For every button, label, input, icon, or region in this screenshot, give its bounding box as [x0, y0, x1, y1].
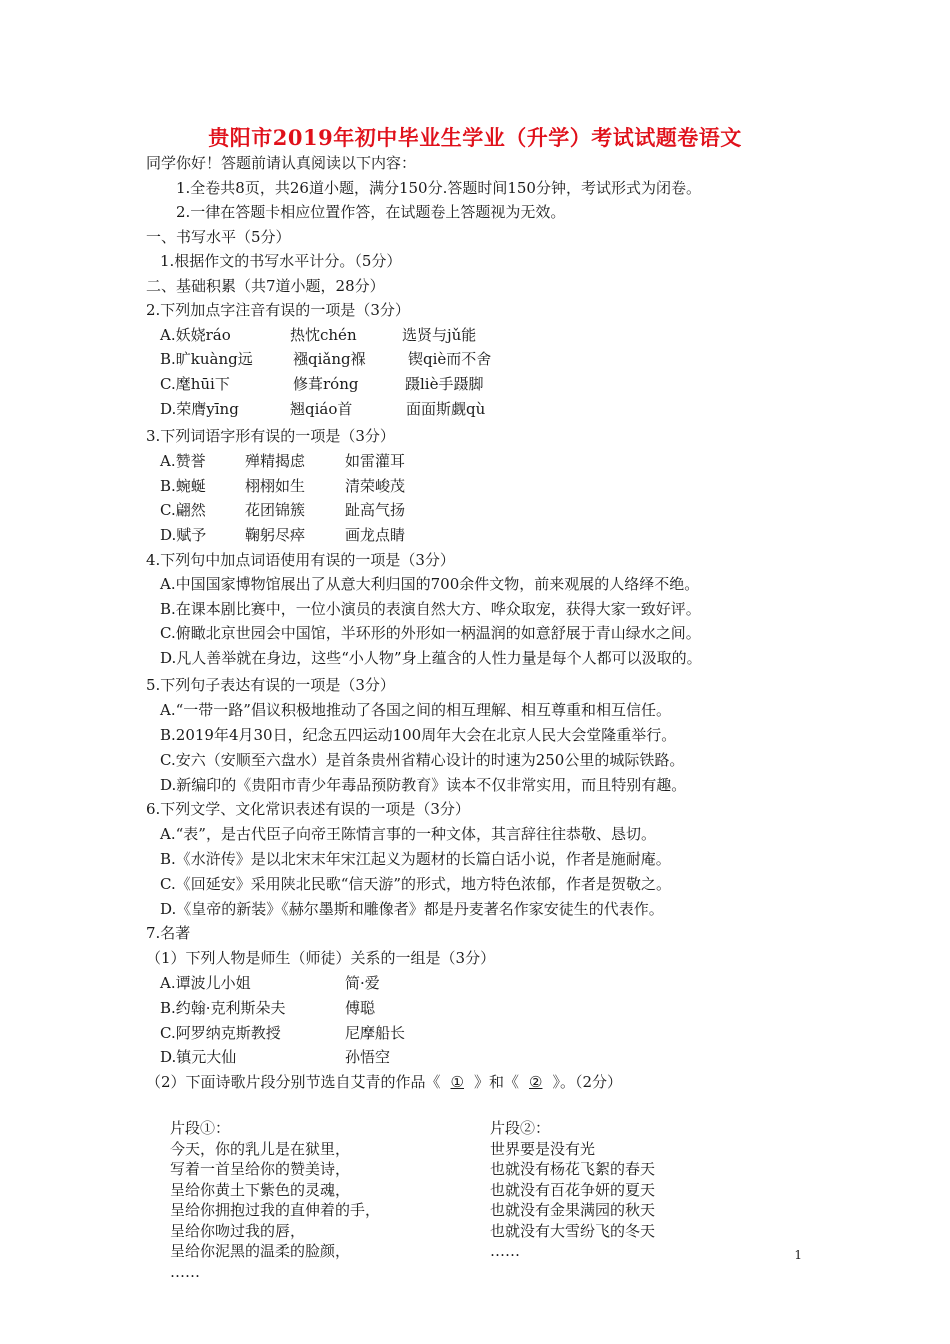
- q2-a-word-3: 选贤与jǔ能: [402, 326, 477, 344]
- q3-option-b: [160, 476, 405, 496]
- q7-sub1-stem: （1）下列人物是师生（师徒）关系的一组是（3分）: [146, 949, 496, 967]
- poem-1-line: ……: [170, 1262, 200, 1281]
- poem-2-line: 也就没有百花争妍的夏天: [490, 1180, 656, 1199]
- q2-c-word-1: C.麾hūi下: [160, 375, 230, 393]
- q7-sub1-option-a: [160, 973, 380, 993]
- q3-d-word-2: 鞠躬尽瘁: [245, 526, 306, 544]
- q3-d-word-1: D.赋予: [160, 526, 207, 544]
- q4-option-c: C.俯瞰北京世园会中国馆，半环形的外形如一柄温润的如意舒展于青山绿水之间。: [160, 624, 701, 642]
- q3-c-word-1: C.翩然: [160, 501, 206, 519]
- q3-option-a: [160, 451, 405, 471]
- question-5-stem: 5.下列句子表达有误的一项是（3分）: [146, 676, 395, 694]
- q7-sub2-prefix: （2）下面诗歌片段分别节选自艾青的作品《: [146, 1073, 441, 1091]
- q3-a-word-1: A.赞誉: [160, 452, 206, 470]
- q7-d-person-1: D.镇元大仙: [160, 1048, 237, 1066]
- poem-1-label: 片段①：: [170, 1119, 231, 1137]
- q3-b-word-3: 清荣峻茂: [345, 477, 406, 495]
- q2-b-word-1: B.旷kuàng远: [160, 350, 253, 368]
- q2-a-word-1: A.妖娆ráo: [160, 326, 231, 344]
- q3-b-word-2: 栩栩如生: [245, 477, 306, 495]
- poem-fragment-1: [170, 1118, 380, 1282]
- q6-option-c: C.《回延安》采用陕北民歌“信天游”的形式，地方特色浓郁，作者是贺敬之。: [160, 875, 672, 893]
- poem-1-line: 写着一首呈给你的赞美诗，: [170, 1160, 351, 1178]
- q2-c-word-3: 蹑liè手蹑脚: [405, 375, 484, 393]
- q7-sub1-option-b: [160, 998, 375, 1018]
- q7-sub2-suffix: 》。（2分）: [552, 1073, 623, 1091]
- q3-b-word-1: B.蜿蜒: [160, 477, 206, 495]
- q7-sub2-stem: [146, 1072, 622, 1092]
- q7-sub1-option-c: [160, 1023, 405, 1043]
- q7-b-person-2: 傅聪: [345, 999, 376, 1017]
- q5-option-d: D.新编印的《贵阳市青少年毒品预防教育》读本不仅非常实用，而且特别有趣。: [160, 776, 687, 794]
- q3-a-word-2: 殚精揭虑: [245, 452, 306, 470]
- section-2-heading: 二、基础积累（共7道小题，28分）: [146, 277, 385, 295]
- question-4-stem: 4.下列句中加点词语使用有误的一项是（3分）: [146, 551, 455, 569]
- q5-option-b: B.2019年4月30日，纪念五四运动100周年大会在北京人民大会堂隆重举行。: [160, 726, 677, 744]
- q2-option-b: [160, 349, 491, 369]
- q7-sub1-option-d: [160, 1047, 390, 1067]
- poem-1-line: 呈给你吻过我的唇，: [170, 1221, 306, 1240]
- q2-c-word-2: 修葺róng: [293, 375, 359, 393]
- q7-d-person-2: 孙悟空: [345, 1048, 391, 1066]
- q7-a-person-2: 简·爱: [345, 974, 380, 992]
- q6-option-a: A.“表”，是古代臣子向帝王陈情言事的一种文体，其言辞往往恭敬、恳切。: [160, 825, 656, 843]
- exam-title: 贵阳市2019年初中毕业生学业（升学）考试试题卷语文: [208, 125, 742, 150]
- q2-option-a: [160, 325, 476, 345]
- q6-option-b: B.《水浒传》是以北宋末年宋江起义为题材的长篇白话小说，作者是施耐庵。: [160, 850, 671, 868]
- q7-c-person-2: 尼摩船长: [345, 1024, 406, 1042]
- q3-option-d: [160, 525, 405, 545]
- q4-option-d: D.凡人善举就在身边，这些“小人物”身上蕴含的人性力量是每个人都可以汲取的。: [160, 649, 702, 667]
- poem-1-line: 今天，你的乳儿是在狱里，: [170, 1139, 351, 1158]
- question-7-stem: 7.名著: [146, 924, 191, 942]
- poem-2-line: 也就没有大雪纷飞的冬天: [490, 1221, 656, 1240]
- poem-fragment-2: [490, 1118, 655, 1262]
- q7-a-person-1: A.谭波儿小姐: [160, 974, 251, 992]
- q2-option-c: [160, 374, 483, 394]
- q6-option-d: D.《皇帝的新装》《赫尔墨斯和雕像者》都是丹麦著名作家安徒生的代表作。: [160, 900, 664, 918]
- poem-2-line: 世界要是没有光: [490, 1139, 596, 1158]
- q3-c-word-3: 趾高气扬: [345, 501, 406, 519]
- question-3-stem: 3.下列词语字形有误的一项是（3分）: [146, 427, 395, 445]
- intro-rule-1: 1.全卷共8页，共26道小题，满分150分.答题时间150分钟，考试形式为闭卷。: [176, 179, 701, 197]
- intro-rule-2: 2.一律在答题卡相应位置作答，在试题卷上答题视为无效。: [176, 203, 566, 221]
- q4-option-a: A.中国国家博物馆展出了从意大利归国的700余件文物，前来观展的人络绎不绝。: [160, 575, 700, 593]
- q7-sub2-middle: 》和《: [474, 1073, 520, 1091]
- poem-2-line: 也就没有杨花飞絮的春天: [490, 1160, 656, 1178]
- q2-b-word-3: 锲qiè而不舍: [408, 350, 492, 368]
- q2-d-word-3: 面面斯觑qù: [406, 400, 486, 418]
- answer-blank-1: ①: [450, 1073, 464, 1091]
- q3-option-c: [160, 500, 405, 520]
- poem-2-label: 片段②：: [490, 1119, 551, 1137]
- poem-1-line: 呈给你黄土下紫色的灵魂，: [170, 1180, 351, 1199]
- q4-option-b: B.在课本剧比赛中，一位小演员的表演自然大方、哗众取宠，获得大家一致好评。: [160, 600, 701, 618]
- poem-2-line: ……: [490, 1242, 520, 1260]
- q3-a-word-3: 如雷灌耳: [345, 452, 406, 470]
- q5-option-c: C.安六（安顺至六盘水）是首条贵州省精心设计的时速为250公里的城际铁路。: [160, 751, 685, 769]
- q2-option-d: [160, 399, 485, 419]
- q2-b-word-2: 襁qiǎng褓: [293, 350, 366, 368]
- page-number: 1: [794, 1248, 802, 1262]
- answer-blank-2: ②: [529, 1073, 543, 1091]
- intro-greeting: 同学你好！答题前请认真阅读以下内容：: [146, 154, 417, 172]
- q7-b-person-1: B.约翰·克利斯朵夫: [160, 999, 286, 1017]
- q5-option-a: A.“一带一路”倡议积极地推动了各国之间的相互理解、相互尊重和相互信任。: [160, 701, 671, 719]
- q2-d-word-1: D.荣膺yīng: [160, 400, 239, 418]
- question-1: 1.根据作文的书写水平计分。（5分）: [160, 252, 402, 270]
- question-2-stem: 2.下列加点字注音有误的一项是（3分）: [146, 301, 410, 319]
- section-1-heading: 一、书写水平（5分）: [146, 228, 291, 246]
- poem-1-line: 呈给你拥抱过我的直伸着的手，: [170, 1201, 381, 1219]
- poem-1-line: 呈给你泥黑的温柔的脸颜，: [170, 1242, 351, 1260]
- q3-c-word-2: 花团锦簇: [245, 501, 306, 519]
- q2-d-word-2: 翘qiáo首: [290, 400, 353, 418]
- poem-2-line: 也就没有金果满园的秋天: [490, 1201, 656, 1219]
- q7-c-person-1: C.阿罗纳克斯教授: [160, 1024, 281, 1042]
- question-6-stem: 6.下列文学、文化常识表述有误的一项是（3分）: [146, 800, 470, 818]
- q2-a-word-2: 热忱chén: [290, 326, 357, 344]
- q3-d-word-3: 画龙点睛: [345, 526, 406, 544]
